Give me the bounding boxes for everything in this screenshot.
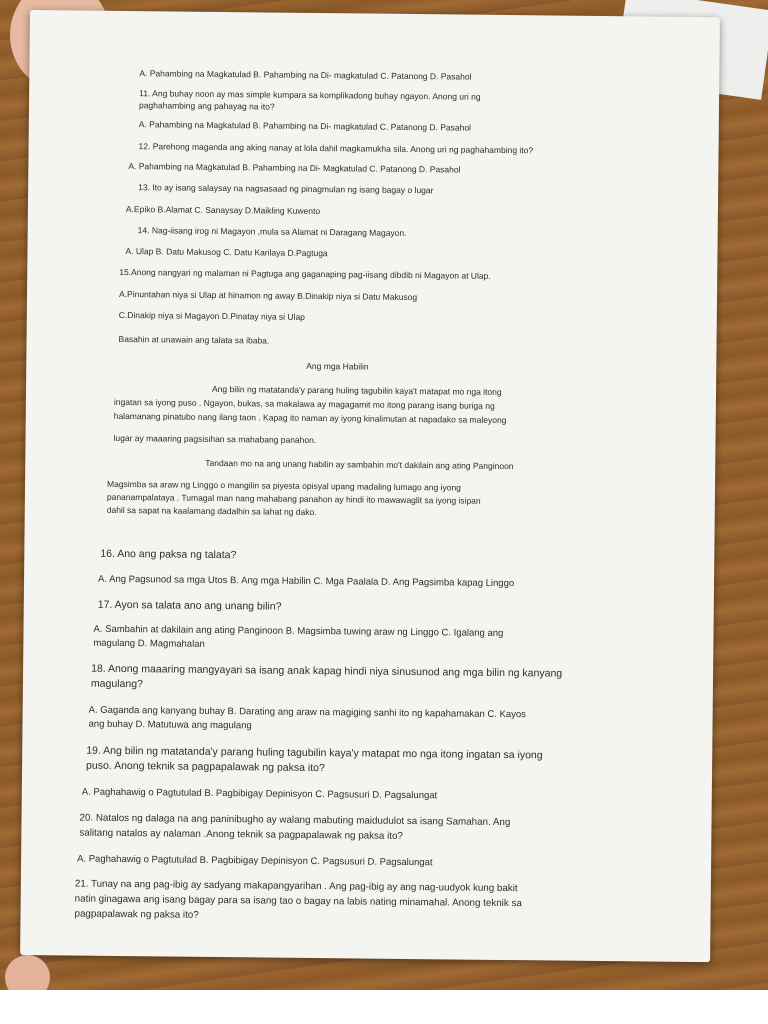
question-18: 18. Anong maaaring mangyayari sa isang anak kapag hindi niya sinusunod ang mga bilin ng kanyang bbox=[91, 662, 563, 680]
passage-line: lugar ay maaaring pagsisihan sa mahabang panahon. bbox=[113, 432, 317, 446]
passage-line: Magsimba sa araw ng Linggo o mangilin sa piyesta opisyal upang madaling lumago ang iyong bbox=[106, 478, 461, 493]
worksheet-content bbox=[20, 10, 720, 962]
bottom-margin bbox=[0, 990, 768, 1024]
choices-14: A. Ulap B. Datu Makusog C. Datu Karilaya D.Pagtuga bbox=[125, 246, 328, 259]
worksheet-page bbox=[20, 10, 720, 962]
question-19-cont: puso. Anong teknik sa pagpapalawak ng paksa ito? bbox=[86, 759, 325, 775]
question-20: 20. Natalos ng dalaga na ang paninibugho ay walang mabuting maidudulot sa isang Samahan. Ang bbox=[79, 812, 511, 829]
question-17: 17. Ayon sa talata ano ang unang bilin? bbox=[97, 598, 282, 613]
passage-line: Tandaan mo na ang unang habilin ay sambahin mo't dakilain ang ating Panginoon bbox=[205, 457, 514, 472]
choices-16: A. Ang Pagsunod sa mga Utos B. Ang mga Habilin C. Mga Paalala D. Ang Pagsimba kapag Linggo bbox=[97, 573, 515, 590]
choices-19: A. Paghahawig o Pagtutulad B. Pagbibigay Depinisyon C. Pagsusuri D. Pagsalungat bbox=[81, 786, 438, 802]
passage-line: halamanang pinatubo nang ilang taon . Kapag ito naman ay iyong kinalimutan at napadako sa maleyong bbox=[113, 410, 507, 426]
choices-15-cd: C.Dinakip niya si Magayon D.Pinatay niya si Ulap bbox=[118, 309, 306, 322]
choices-15-ab: A.Pinuntahan niya si Ulap at hinamon ng away B.Dinakip niya si Datu Makusog bbox=[118, 288, 418, 303]
text-line: paghahambing ang pahayag na ito? bbox=[138, 100, 275, 112]
question-13: 13. Ito ay isang salaysay na nagsasaad ng pinagmulan ng isang bagay o lugar bbox=[138, 182, 434, 196]
passage-line: Ang bilin ng matatanda'y parang huling tagubilin kaya't matapat mo nga itong bbox=[211, 383, 502, 397]
choices-11: A. Pahambing na Magkatulad B. Pahambing na Di- magkatulad C. Patanong D. Pasahol bbox=[138, 119, 472, 133]
question-21: 21. Tunay na ang pag-ibig ay sadyang makapangyarihan . Ang pag-ibig ay ang nag-uudyok kung bakit bbox=[74, 878, 518, 895]
choices-18-cont: ang buhay D. Matutuwa ang magulang bbox=[88, 718, 252, 732]
instruction: Basahin at unawain ang talata sa ibaba. bbox=[118, 333, 270, 346]
question-19: 19. Ang bilin ng matatanda'y parang huling tagubilin kaya'y matapat mo nga itong ingatan sa iyong bbox=[86, 744, 543, 762]
question-11: 11. Ang buhay noon ay mas simple kumpara sa komplikadong buhay ngayon. Anong uri ng bbox=[139, 88, 481, 102]
text-line: A. Pahambing na Magkatulad B. Pahambing na Di- magkatulad C. Patanong D. Pasahol bbox=[139, 68, 472, 82]
choices-17-cont: magulang D. Magmahalan bbox=[93, 637, 205, 650]
choices-20: A. Paghahawig o Pagtutulad B. Pagbibigay Depinisyon C. Pagsusuri D. Pagsalungat bbox=[77, 853, 433, 869]
choices-17: A. Sambahin at dakilain ang ating Panginoon B. Magsimba tuwing araw ng Linggo C. Igalang ang bbox=[93, 623, 504, 639]
question-12: 12. Parehong maganda ang aking nanay at lola dahil magkamukha sila. Anong uri ng paghahambing ito? bbox=[138, 141, 534, 156]
question-21-cont2: pagpapalawak ng paksa ito? bbox=[74, 908, 199, 921]
question-20-cont: salitang natalos ay nalaman .Anong teknik sa pagpapalawak ng paksa ito? bbox=[79, 827, 403, 842]
question-15: 15.Anong nangyari ng malaman ni Pagtuga ang gaganaping pag-iisang dibdib ni Magayon at Ulap. bbox=[119, 266, 491, 281]
choices-13: A.Epiko B.Alamat C. Sanaysay D.Maikling Kuwento bbox=[125, 204, 321, 217]
question-14: 14. Nag-iisang irog ni Magayon ,mula sa Alamat ni Daragang Magayon. bbox=[137, 225, 407, 238]
choices-18: A. Gaganda ang kanyang buhay B. Darating ang araw na magiging sanhi ito ng kapahamakan C. Kayos bbox=[88, 704, 527, 721]
choices-12: A. Pahambing na Magkatulad B. Pahambing na Di- Magkatulad C. Patanong D. Pasahol bbox=[128, 161, 461, 175]
question-18-cont: magulang? bbox=[90, 677, 143, 691]
passage-line: ingatan sa iyong puso . Ngayon, bukas, sa makalawa ay magagamit mo itong parang isang buriga ng bbox=[113, 396, 495, 411]
passage-title: Ang mga Habilin bbox=[306, 360, 369, 372]
passage-line: dahil sa sapat na kaalamang dadalhin sa lahat ng dako. bbox=[106, 504, 317, 518]
question-21-cont: natin ginagawa ang isang bagay para sa isang tao o bagay na labis nating minamahal. Anong teknik sa bbox=[74, 893, 522, 910]
passage-line: pananampalataya . Tumagal man nang mahabang panahon ay hindi ito mawawaglit sa iyong isipan bbox=[106, 491, 481, 506]
question-16: 16. Ano ang paksa ng talata? bbox=[100, 547, 237, 562]
